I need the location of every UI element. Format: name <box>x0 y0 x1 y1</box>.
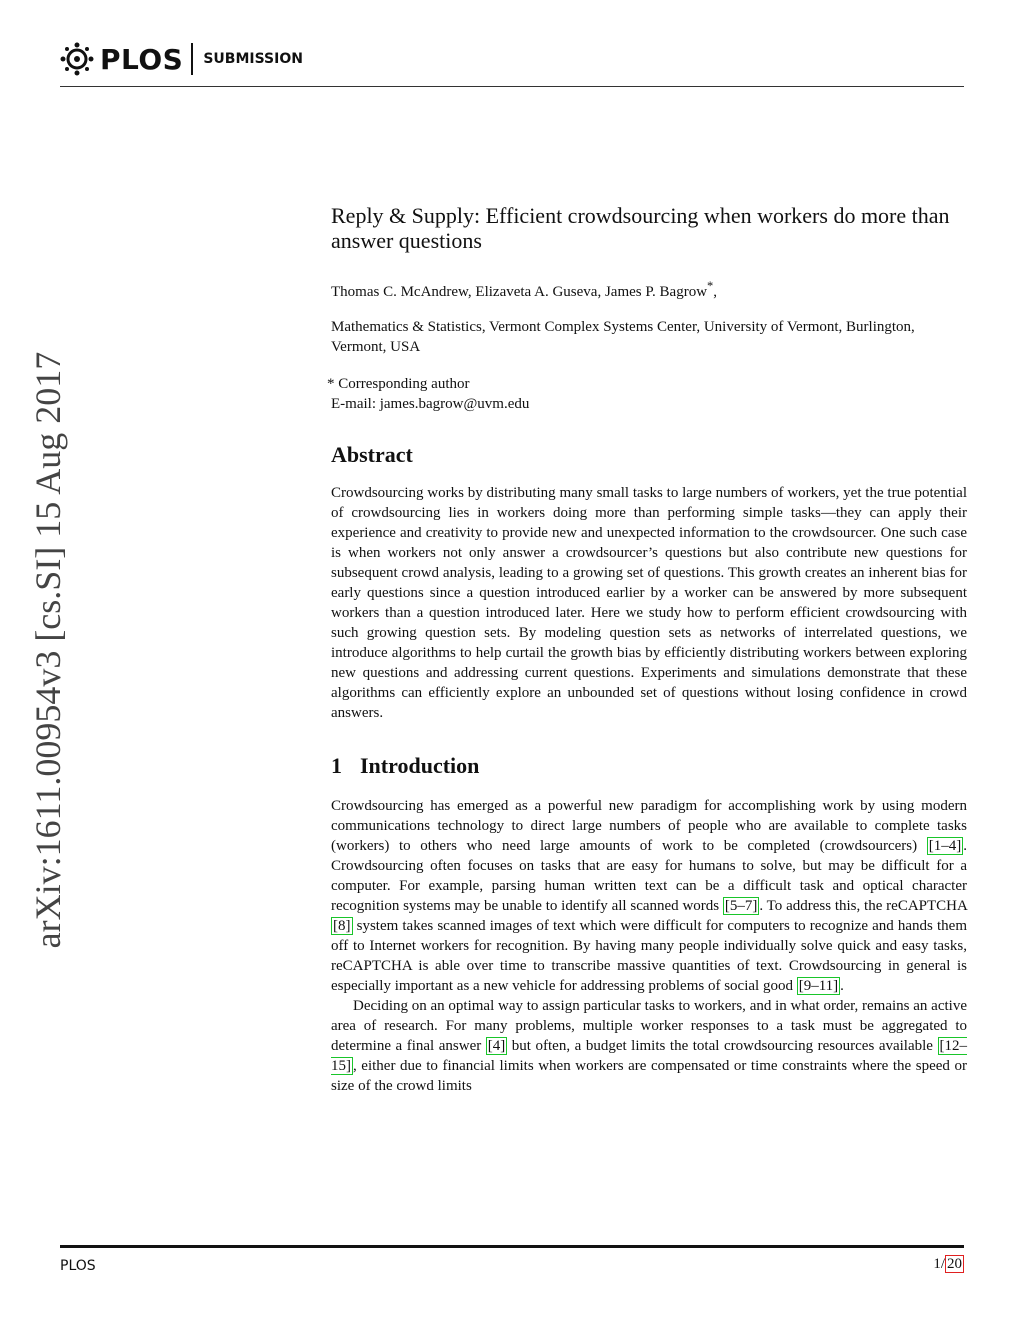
footer-rule <box>60 1245 964 1248</box>
text-run: . <box>840 978 844 994</box>
author-trail: , <box>713 284 718 300</box>
citation-link[interactable]: [8] <box>333 918 351 934</box>
section-title: Introduction <box>360 753 480 778</box>
text-run: . To address this, the reCAPTCHA <box>759 898 968 914</box>
text-run: . Crowdsourcing often focuses on tasks that are easy for humans to solve, but may be difficult for a computer. For example, parsing human written text can be a difficult task and optical character recognition systems may be unable to identify all scanned words <box>331 838 967 914</box>
intro-paragraph-2 <box>331 996 967 1096</box>
author-email: E-mail: james.bagrow@uvm.edu <box>331 396 530 412</box>
arxiv-stamp: arXiv:1611.00954v3 [cs.SI] 15 Aug 2017 <box>28 351 68 949</box>
citation-link[interactable]: [9–11] <box>798 978 839 994</box>
footer-journal: PLOS <box>60 1258 96 1274</box>
logo-divider <box>191 43 193 75</box>
text-run: system takes scanned images of text which were difficult for computers to recognize and hands them off to Internet workers for recognition. By having many people individually solve quick and easy tasks, reCAPTCHA is able over time to transcribe massive quantities of text. Crowdsourcing in general is especially important as a new vehicle for addressing problems of social good <box>331 918 967 994</box>
text-run: , either due to financial limits when workers are compensated or time constraints where the speed or size of the crowd limits <box>331 1058 967 1094</box>
section-heading <box>331 753 967 779</box>
citation-link[interactable]: [1–4] <box>928 838 962 854</box>
affiliation: Mathematics & Statistics, Vermont Complex Systems Center, University of Vermont, Burlington, Vermont, USA <box>331 319 915 355</box>
page-number <box>933 1256 964 1273</box>
citation-link[interactable]: [12–15] <box>331 1038 967 1074</box>
authors: Thomas C. McAndrew, Elizaveta A. Guseva, James P. Bagrow <box>331 284 708 300</box>
citation-link[interactable]: [5–7] <box>724 898 758 914</box>
text-run: but often, a budget limits the total crowdsourcing resources available <box>507 1038 938 1054</box>
page-header <box>60 40 964 87</box>
page-current: 1/ <box>933 1256 945 1272</box>
author-line <box>331 276 967 302</box>
citation-link[interactable]: [4] <box>487 1038 506 1054</box>
page-total-link[interactable]: 20 <box>947 1256 962 1272</box>
logo-wordmark: PLOS <box>100 42 184 76</box>
submission-label: SUBMISSION <box>203 51 303 67</box>
paper-title: Reply & Supply: Efficient crowdsourcing when workers do more than answer questions <box>331 203 950 253</box>
intro-paragraph-1 <box>331 796 967 996</box>
section-number: 1 <box>331 753 342 778</box>
plos-star-icon <box>60 42 94 76</box>
corresponding-author: * Corresponding author <box>327 376 470 392</box>
text-run: Deciding on an optimal way to assign particular tasks to workers, and in what order, remains an active area of research. For many problems, multiple worker responses to a task must be aggregated to determine a final answer <box>331 998 967 1054</box>
corresponding-mark: * <box>707 279 714 293</box>
abstract-text: Crowdsourcing works by distributing many small tasks to large numbers of workers, yet the true potential of crowdsourcing lies in workers doing more than performing simple tasks—they can apply their experience and creativity to provide new and unexpected information to the crowdsourcer. One such case is when workers not only answer a crowdsourcer’s questions but also contribute new questions for subsequent crowd analysis, leading to a growing set of questions. This growth creates an inherent bias for early questions since a question introduced earlier by a worker can be answered by more subsequent workers than a question introduced later. Here we study how to perform efficient crowdsourcing with such growing question sets. By modeling question sets as networks of interrelated questions, we introduce algorithms to help curtail the growth bias by efficiently distributing workers between exploring new questions and addressing current questions. Experiments and simulations demonstrate that these algorithms can efficiently explore an unbounded set of questions without losing confidence in crowd answers. <box>331 485 967 721</box>
abstract-heading: Abstract <box>331 442 413 467</box>
text-run: Crowdsourcing has emerged as a powerful new paradigm for accomplishing work by using modern communications technology to direct large numbers of people who are available to complete tasks (workers) to others who need large amounts of work to be completed (crowdsourcers) <box>331 798 967 854</box>
paper-body <box>327 203 968 1096</box>
plos-logo <box>60 42 303 76</box>
correspondence <box>327 374 967 414</box>
